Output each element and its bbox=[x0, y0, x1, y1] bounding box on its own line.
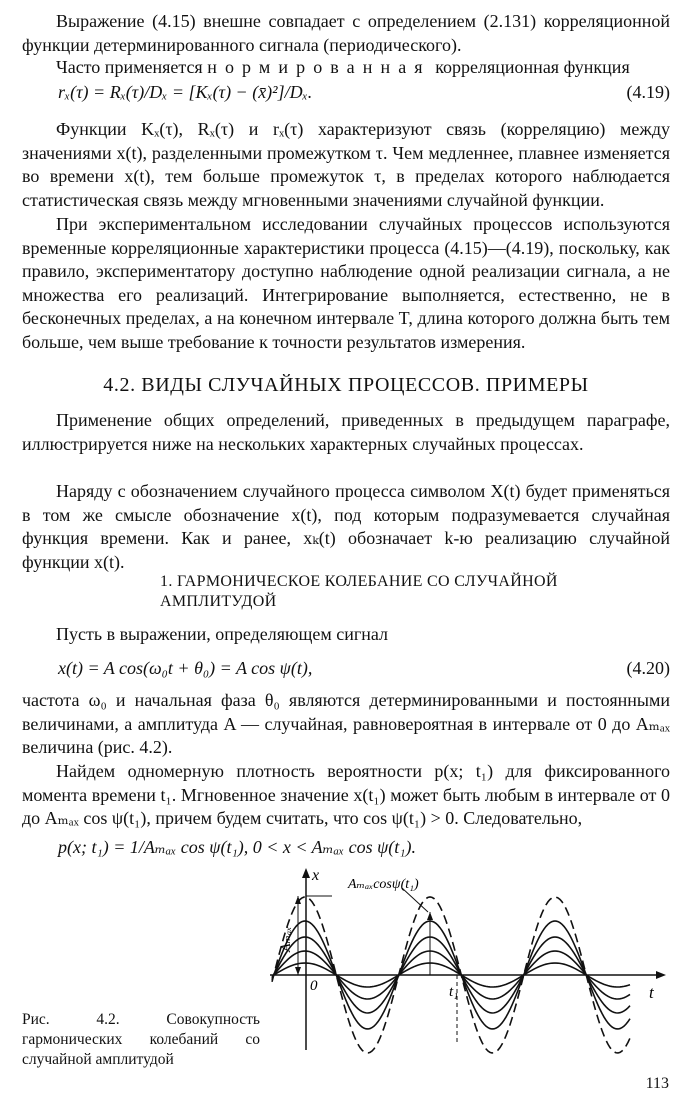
figure-caption: Рис. 4.2. Совокупность гармонических колебаний со случайной амплитудой bbox=[22, 1011, 260, 1068]
equation-density-body: p(x; t₁) = 1/Aₘₐₓ cos ψ(t₁), 0 < x < Aₘₐₓ cos ψ(t₁). bbox=[58, 837, 417, 857]
amax-arrow-bottom bbox=[295, 967, 301, 975]
equation-density bbox=[58, 835, 670, 859]
equation-4-19-number: (4.19) bbox=[626, 82, 670, 102]
subsection-title bbox=[160, 572, 660, 612]
paragraph-2-emphasis: нормированная bbox=[207, 57, 431, 77]
paragraph-3: Функции Kₓ(τ), Rₓ(τ) и rₓ(τ) характеризуют связь (корреляцию) между значениями x(t), разделенными промежутком τ. Чем медленнее, плавнее изменяется во времени x(t), тем больше промежуток τ, в пределах которого наблюдается статистическая связь между мгновенными значениями случайной функции. bbox=[22, 119, 670, 210]
paragraph-9: Найдем одномерную плотность вероятности p(x; t₁) для фиксированного момента времени t₁. Мгновенное значение x(t₁) может быть любым в интервале от 0 до Aₘₐₓ cos ψ(t₁), причем будем считать, что cos ψ(t₁) > 0. Следовательно, bbox=[22, 761, 670, 828]
equation-4-19-body: rₓ(τ) = Rₓ(τ)/Dₓ = [Kₓ(τ) − (x̄)²]/Dₓ. bbox=[58, 82, 313, 102]
t1-label: t₁ bbox=[449, 984, 459, 1000]
paragraph-5: Применение общих определений, приведенных в предыдущем параграфе, иллюстрируется ниже на нескольких характерных случайных процессах. bbox=[22, 410, 670, 454]
equation-4-19 bbox=[58, 80, 670, 104]
paragraph-6: Наряду с обозначением случайного процесса символом X(t) будет применяться в том же смысле обозначение x(t), под которым подразумевается случайная функция времени. Как и ранее, xₖ(t) обозначает k-ю реализацию случайной функции x(t). bbox=[22, 481, 670, 572]
equation-4-20-body: x(t) = A cos(ω₀t + θ₀) = A cos ψ(t), bbox=[58, 658, 313, 678]
paragraph-1: Выражение (4.15) внешне совпадает с определением (2.131) корреляционной функции детерминированного сигнала (периодического). bbox=[22, 11, 670, 55]
paragraph-2 bbox=[22, 56, 670, 80]
subsection-title-line-1: 1. ГАРМОНИЧЕСКОЕ КОЛЕБАНИЕ СО СЛУЧАЙНОЙ bbox=[160, 573, 558, 590]
t-axis-arrow bbox=[656, 971, 666, 979]
t-axis-label: t bbox=[649, 983, 654, 1002]
page-number: 113 bbox=[645, 1075, 669, 1092]
origin-label: 0 bbox=[310, 978, 318, 994]
amax-label: Aₘₐₓ bbox=[279, 926, 294, 952]
x-axis-arrow bbox=[302, 868, 310, 878]
paragraph-7: Пусть в выражении, определяющем сигнал bbox=[56, 624, 388, 644]
section-title: 4.2. ВИДЫ СЛУЧАЙНЫХ ПРОЦЕССОВ. ПРИМЕРЫ bbox=[103, 374, 589, 396]
paragraph-2-prefix: Часто применяется bbox=[56, 57, 203, 77]
paragraph-4: При экспериментальном исследовании случайных процессов используются временные корреляционные характеристики процесса (4.15)—(4.19), поскольку, как правило, экспериментатору доступно наблюдение одной реализации сигнала, а не множества его реализаций. Интегрирование выполняется, естественно, не в бесконечных пределах, а на конечном интервале T, длина которого должна быть тем больше, чем выше требование к точности результатов измерения. bbox=[22, 214, 670, 352]
x-axis-label: x bbox=[312, 867, 320, 884]
paragraph-8: частота ω₀ и начальная фаза θ₀ являются детерминированными и постоянными величинами, а амплитуда A — случайная, равновероятная в интервале от 0 до Aₘₐₓ величина (рис. 4.2). bbox=[22, 690, 670, 757]
amax-cos-arrow-top bbox=[427, 912, 433, 920]
equation-4-20 bbox=[58, 656, 670, 680]
subsection-title-line-2: АМПЛИТУДОЙ bbox=[160, 593, 277, 610]
equation-4-20-number: (4.20) bbox=[626, 658, 670, 678]
amax-cos-label: Aₘₐₓcosψ(t₁) bbox=[348, 877, 419, 892]
paragraph-2-suffix: корреляционная функция bbox=[435, 57, 630, 77]
figure-4-2 bbox=[262, 866, 672, 1056]
